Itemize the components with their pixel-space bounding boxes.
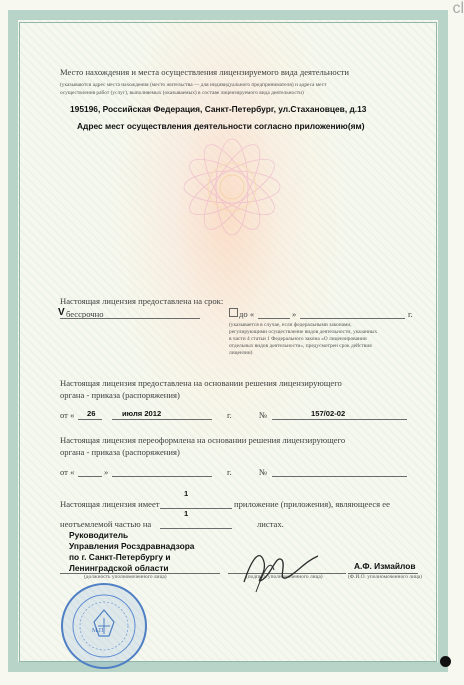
- basis-day: 26: [87, 409, 96, 418]
- basis-line-2: органа - приказа (распоряжения): [60, 390, 180, 400]
- term-heading: Настоящая лицензия предоставлена на срок:: [60, 296, 224, 306]
- reissue-year-suffix: г.: [227, 467, 232, 477]
- location-note-2: осуществления работ (услуг), выполняемых (оказываемых) в составе лицензируемого вида деятельности): [60, 90, 304, 96]
- handwritten-signature: [234, 540, 324, 596]
- basis-number-label: №: [259, 410, 268, 420]
- term-note-line: лицензии): [229, 350, 253, 356]
- until-close: »: [292, 309, 297, 319]
- appendix-line1-prefix: Настоящая лицензия имеет: [60, 499, 160, 509]
- stamp-label: М.П.: [92, 628, 105, 634]
- until-year-suffix: г.: [408, 309, 413, 319]
- caption-name: (Ф.И.О. уполномоченного лица): [348, 574, 422, 580]
- appendix-count-2-line: [160, 528, 232, 529]
- official-seal: [54, 580, 154, 672]
- location-note-1: (указываются адрес места нахождения (место жительства — для индивидуального предпринимателя) и адреса мест: [60, 82, 327, 88]
- term-note-line: в части 4 статьи 1 Федерального закона «О лицензировании: [229, 336, 367, 342]
- caption-signature: (подпись уполномоченного лица): [246, 574, 323, 580]
- basis-number-line: [272, 419, 407, 420]
- address: 195196, Российская Федерация, Санкт-Петербург, ул.Стахановцев, д.13: [70, 104, 367, 114]
- basis-month-year: июля 2012: [122, 409, 162, 418]
- until-checkbox[interactable]: [229, 308, 238, 317]
- hole-punch-dot: [440, 656, 451, 667]
- term-note-line: (указывается в случае, если федеральными законами,: [229, 322, 352, 328]
- reissue-line-2: органа - приказа (распоряжения): [60, 447, 180, 457]
- reissue-number-label: №: [259, 467, 268, 477]
- rosette-ornament: [172, 112, 292, 262]
- activity-places: Адрес мест осуществления деятельности согласно приложению(ям): [77, 121, 365, 131]
- appendix-line2-prefix: неотъемлемой частью на: [60, 519, 152, 529]
- term-note-line: регулирующими осуществление видов деятельности, указанных: [229, 329, 378, 335]
- appendix-line2-suffix: листах.: [257, 519, 284, 529]
- reissue-line-1: Настоящая лицензия переоформлена на основании решения лицензирующего: [60, 435, 346, 445]
- location-heading: Место нахождения и места осуществления лицензируемого вида деятельности: [60, 67, 350, 77]
- reissue-from-label: от «: [60, 467, 75, 477]
- appendix-count-1-line: [160, 508, 232, 509]
- basis-from-label: от «: [60, 410, 75, 420]
- until-day-line: [258, 318, 290, 319]
- basis-day-line: [78, 419, 102, 420]
- indefinite-line: [60, 318, 200, 319]
- appendix-count-1: 1: [184, 489, 189, 498]
- until-label: до «: [239, 309, 255, 319]
- signatory-name: А.Ф. Измайлов: [354, 561, 416, 571]
- reissue-close: »: [104, 467, 109, 477]
- appendix-line1-suffix: приложение (приложения), являющееся ее: [234, 499, 390, 509]
- appendix-count-2: 1: [184, 509, 189, 518]
- caption-position: (должность уполномоченного лица): [84, 574, 167, 580]
- reissue-day-line: [78, 476, 102, 477]
- reissue-month-line: [112, 476, 212, 477]
- until-month-line: [300, 318, 405, 319]
- basis-number: 157/02-02: [311, 409, 346, 418]
- signatory-position-line: по г. Санкт-Петербургу и: [69, 552, 171, 562]
- check-mark: V: [58, 307, 65, 318]
- basis-month-line: [112, 419, 212, 420]
- basis-line-1: Настоящая лицензия предоставлена на основании решения лицензирующего: [60, 378, 342, 388]
- signatory-position-line: Управления Росздравнадзора: [69, 541, 195, 551]
- reissue-number-line: [272, 476, 407, 477]
- signatory-position-line: Руководитель: [69, 530, 129, 540]
- signatory-position-line: Ленинградской области: [69, 563, 169, 573]
- corner-text: cl: [452, 0, 464, 17]
- indefinite-label: бессрочно: [66, 309, 104, 319]
- term-note-line: отдельных видов деятельности», предусмотрен срок действия: [229, 343, 372, 349]
- basis-year-suffix: г.: [227, 410, 232, 420]
